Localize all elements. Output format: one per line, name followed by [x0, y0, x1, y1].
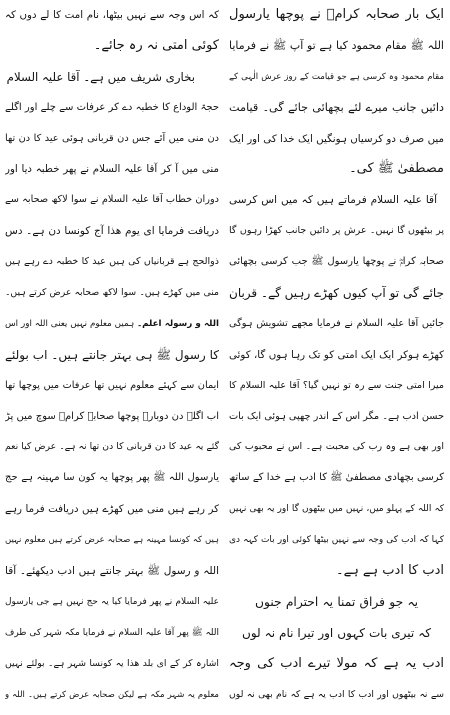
text-line: مصطفیٰ ﷺ کی۔ [349, 161, 444, 177]
text-line: گئے یہ عید کا دن قربانی کا دن تھا نہ ہے۔ عرض کیا نعم [5, 441, 219, 453]
text-line: منی میں کھڑے ہیں۔ سوا لاکھ صحابہ عرض کرتے ہیں۔ [5, 287, 219, 299]
text-line: کر رہے ہیں منی میں کھڑے ہیں دریافت فرما رہے [5, 503, 219, 516]
text-line: دوران خطاب آقا علیہ السلام نے سوا لاکھ صحابہ سے [5, 194, 219, 206]
text-line: اللہ ﷺ پھر آقا علیہ السلام نے فرمایا مکہ شہر کی طرف [5, 627, 219, 638]
text-line: اور بھی ہے وہ رب کی محبت ہے۔ اس نے محبوب کی [229, 441, 444, 453]
line-text: ہمیں معلوم نہیں یعنی اللہ اور اس [5, 318, 135, 329]
text-line: میرا امتی جنت سے رہ تو نہیں گیا؟ آقا علیہ السلام کا [229, 379, 444, 391]
text-line: سے نہ بیٹھوں اور ادب کا ادب یہ ہے کہ نام بھی نہ لوں [229, 688, 444, 700]
verse-couplet [229, 587, 444, 649]
text-line: اب اگلے دن دوبارہ پوچھا صحابہ کرامؓ سوچ میں پڑ [5, 410, 219, 422]
text-line: دائیں جانب میرے لئے بچھائی جائے گی۔ قیامت [229, 100, 444, 114]
text-line: بخاری شریف میں ہے۔ آقا علیہ السلام [6, 69, 195, 84]
text-line: ادب یہ ہے کہ مولا تیرے ادب کی وجہ [229, 655, 444, 671]
paragraph [229, 185, 444, 587]
paragraph [229, 0, 444, 185]
text-line: کہ اس وجہ سے نہیں بیٹھا، نام امت کا لے دوں کہ [5, 9, 219, 21]
paragraph [5, 0, 219, 62]
text-line: حسن ادب ہے۔ مگر اس کے اندر چھپی ہوئی ایک بات [229, 410, 444, 422]
text-line: جائے گی تو آپ کیوں کھڑے رہیں گے۔ قربان [229, 286, 444, 301]
text-line: ادب کا ادب ہے ہے۔ [335, 563, 444, 579]
paragraph [5, 62, 219, 711]
text-line: کھڑے ہوکر ایک ایک امتی کو تک رہا ہوں گا، کوئی [229, 348, 444, 361]
paragraph [229, 649, 444, 711]
text-line: اللہ ﷺ مقام محمود کیا ہے تو آپ ﷺ نے فرمایا [229, 38, 444, 52]
text-line: معلوم یہ شہر مکہ ہے لیکن صحابہ عرض کرتے ہیں۔ اللہ و [5, 689, 219, 700]
text-line: آقا علیہ السلام فرماتے ہیں کہ میں اس کرسی [229, 194, 437, 207]
text-line: صحابہ کرامؓ نے پوچھا یارسول ﷺ جب کرسی بچھائی [229, 256, 444, 268]
text-line: کہ اللہ کے پہلو میں، نہیں میں بیٹھوں گا اور یہ بھی نہیں [229, 504, 444, 515]
text-line: حجۃ الوداع کا خطبہ دے کر عرفات سے چلے اور اگلے [5, 101, 219, 113]
text-line: جائیں آقا علیہ السلام نے فرمایا مجھے تشویش ہوگی [229, 317, 444, 329]
left-column [5, 0, 219, 710]
text-line: کا رسول ﷺ ہی بہتر جانتے ہیں۔ اب بولئے [5, 347, 219, 362]
text-line: ہیں کہ کونسا مہینہ ہے صحابہ عرض کرتے ہیں معلوم نہیں [5, 535, 219, 546]
text-line [5, 309, 219, 340]
text-line: اشارہ کر کے ای بلد ھذا یہ کونسا شہر ہے۔ بولئے نہیں [5, 657, 219, 669]
right-column [229, 0, 444, 710]
text-line: ایمان سے کہئے معلوم نہیں تھا عرفات میں پوچھا تھا [5, 379, 219, 391]
text-line: یارسول اللہ ﷺ پھر پوچھا یہ کون سا مہینہ ہے حج [5, 472, 219, 484]
emphasis-text: اللہ و رسولہ اعلم۔ [137, 318, 219, 329]
text-line: ایک بار صحابہ کرامؓ نے پوچھا یارسول [229, 7, 444, 22]
text-line: مقام محمود وہ کرسی ہے جو قیامت کے روز عرش الٰہی کے [229, 71, 444, 82]
text-line: ذوالحج ہے قربانیاں کی ہیں عید کا خطبہ دے رہے ہیں [5, 256, 219, 268]
text-line: کرسی بچھادی مصطفیٰ ﷺ کا ادب ہے خدا کے ساتھ [229, 472, 444, 484]
text-line: اللہ و رسول ﷺ بہتر جانتے ہیں ادب دیکھئے۔ آقا [5, 565, 219, 578]
verse-line: یہ جو فراق تمنا یہ احترام جنوں [255, 594, 418, 609]
verse-line: کہ تیری بات کہوں اور تیرا نام نہ لوں [242, 625, 431, 640]
text-line: میں صرف دو کرسیاں ہونگیں ایک خدا کی اور ایک [229, 132, 444, 145]
text-line: دریافت فرمایا ای یوم ھذا آج کونسا دن ہے۔ دس [5, 225, 219, 238]
text-line: علیہ السلام نے پھر فرمایا کیا یہ حج نہیں ہے جی یارسول [5, 596, 219, 607]
text-line: کہا کہ ادب کی وجہ سے نہیں بیٹھا کوئی اور بات کہہ دی [229, 535, 444, 546]
text-line: دن منی میں آئے جس دن قربانی ہوئی عید کا دن تھا [5, 132, 219, 144]
text-line: پر بیٹھوں گا نہیں۔ عرش پر دائیں جانب کھڑا رہوں گا [229, 225, 444, 237]
text-line: کوئی امتی نہ رہ جائے۔ [93, 37, 219, 53]
text-line: منی میں آ کر آقا علیہ السلام نے پھر خطبہ دیا اور [5, 163, 219, 176]
